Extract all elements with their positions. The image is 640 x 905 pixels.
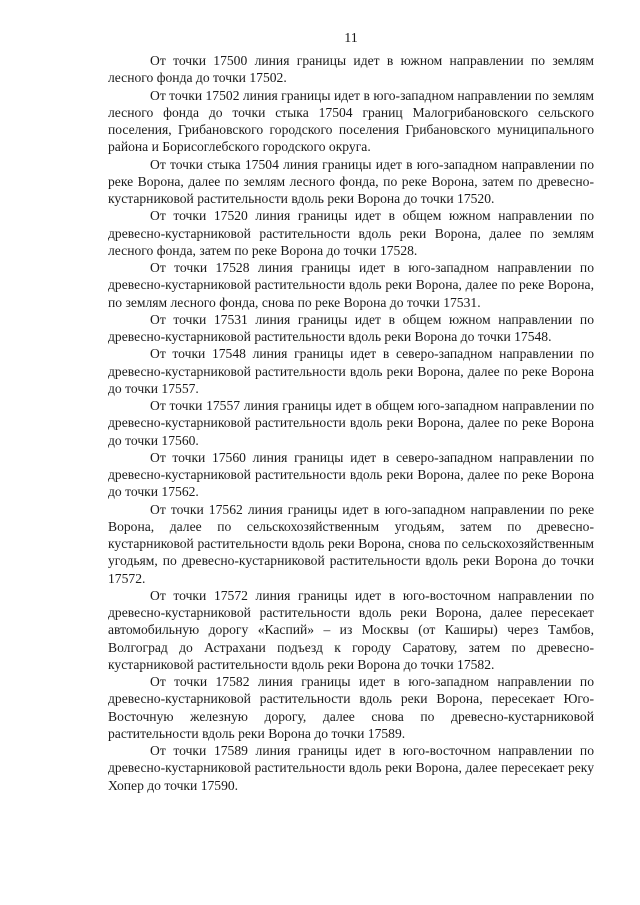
- paragraph: От точки 17502 линия границы идет в юго-западном направлении по землям лесного фонда до точки стыка 17504 границ Малогрибановского сельского поселения, Грибановского городского поселения Грибановского муниципального района и Борисоглебского городского округа.: [108, 87, 594, 155]
- paragraph: От точки 17531 линия границы идет в общем южном направлении по древесно-кустарниковой растительности вдоль реки Ворона до точки 17548.: [108, 311, 594, 344]
- paragraph: От точки 17500 линия границы идет в южном направлении по землям лесного фонда до точки 17502.: [108, 53, 594, 86]
- paragraph: От точки 17562 линия границы идет в юго-западном направлении по реке Ворона, далее по сельскохозяйственным угодьям, затем по древесно-кустарниковой растительности вдоль реки Ворона, снова по сельскохозяйственным угодьям, по древесно-кустарниковой растительности вдоль реки Ворона до точки 17572.: [108, 501, 594, 586]
- paragraph: От точки 17548 линия границы идет в северо-западном направлении по древесно-кустарниковой растительности вдоль реки Ворона, далее по реке Ворона до точки 17557.: [108, 346, 594, 396]
- paragraph: От точки 17557 линия границы идет в общем юго-западном направлении по древесно-кустарниковой растительности вдоль реки Ворона, далее по реке Ворона до точки 17560.: [108, 398, 594, 448]
- document-body: [108, 52, 594, 794]
- paragraph: От точки 17560 линия границы идет в северо-западном направлении по древесно-кустарниковой растительности вдоль реки Ворона, далее по реке Ворона до точки 17562.: [108, 449, 594, 500]
- paragraph: От точки стыка 17504 линия границы идет в юго-западном направлении по реке Ворона, далее по землям лесного фонда, по реке Ворона, затем по древесно-кустарниковой растительности вдоль реки Ворона до точки 17520.: [108, 156, 594, 206]
- paragraph: От точки 17582 линия границы идет в юго-западном направлении по древесно-кустарниковой растительности вдоль реки Ворона, пересекает Юго-Восточную железную дорогу, далее снова по древесно-кустарниковой растительности вдоль реки Ворона до точки 17589.: [108, 674, 594, 741]
- page-number: 11: [344, 31, 358, 46]
- paragraph: От точки 17528 линия границы идет в юго-западном направлении по древесно-кустарниковой растительности вдоль реки Ворона, далее по реке Ворона, по землям лесного фонда, снова по реке Ворона до точки 17531.: [108, 260, 594, 310]
- paragraph: От точки 17520 линия границы идет в общем южном направлении по древесно-кустарниковой растительности вдоль реки Ворона, далее по землям лесного фонда, затем по реке Ворона до точки 17528.: [108, 208, 594, 258]
- document-page: [108, 0, 594, 905]
- paragraph: От точки 17589 линия границы идет в юго-восточном направлении по древесно-кустарниковой растительности вдоль реки Ворона, далее пересекает реку Хопер до точки 17590.: [108, 743, 594, 793]
- paragraph: От точки 17572 линия границы идет в юго-восточном направлении по древесно-кустарниковой растительности вдоль реки Ворона, далее пересекает автомобильную дорогу «Каспий» – из Москвы (от Каширы) через Тамбов, Волгоград до Астрахани подъезд к городу Саратову, затем по древесно-кустарниковой растительности вдоль реки Ворона до точки 17582.: [108, 587, 594, 672]
